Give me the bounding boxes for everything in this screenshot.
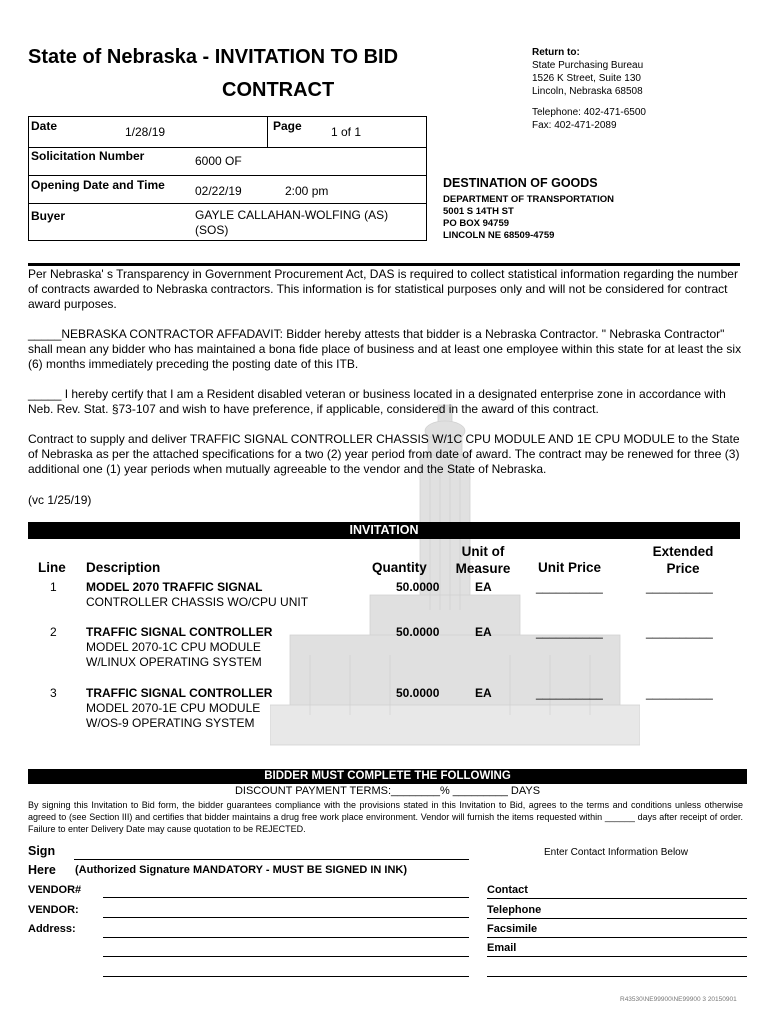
ext-header-line2: Price (666, 561, 700, 576)
transparency-paragraph: Per Nebraska' s Transparency in Government Procurement Act, DAS is required to collect statistical information regarding the number of contracts awarded to Nebraska contractors. This information is for statistical purposes only and will not be considered for contract award purposes. (28, 267, 738, 311)
item-description-detail: W/LINUX OPERATING SYSTEM (86, 655, 262, 669)
col-unit-of-measure-header (455, 543, 511, 577)
item-line-number: 3 (50, 686, 57, 700)
facsimile-label: Facsimile (487, 923, 538, 935)
ext-header-line1: Extended (652, 544, 714, 559)
page-label: Page (273, 119, 302, 133)
col-unit-price-header: Unit Price (538, 560, 602, 575)
destination-line: DEPARTMENT OF TRANSPORTATION (443, 194, 614, 205)
col-quantity-header: Quantity (372, 560, 427, 575)
return-label: Return to: (532, 47, 580, 58)
item-uom: EA (475, 625, 492, 639)
destination-of-goods (443, 176, 614, 242)
contact-info-note: Enter Contact Information Below (544, 847, 688, 858)
signature-line[interactable] (74, 859, 469, 860)
solicitation-label: Solicitation Number (31, 149, 145, 163)
email-field[interactable] (487, 956, 747, 957)
item-quantity: 50.0000 (396, 580, 440, 594)
bidder-agreement-text: By signing this Invitation to Bid form, the bidder guarantees compliance with the provisions stated in this Invitation to Bid, agrees to the terms and conditions unless otherwise agreed to (see Section III) and certifies that bidder maintains a drug free work place environment. Vendor will furnish the items requested within ______ days after receipt of order. Failure to enter Delivery Date may cause quotation to be REJECTED. (28, 800, 743, 834)
item-description-detail: W/OS-9 OPERATING SYSTEM (86, 716, 255, 730)
facsimile-field[interactable] (487, 937, 747, 938)
item-description-title: TRAFFIC SIGNAL CONTROLLER (86, 625, 273, 639)
date-label: Date (31, 119, 58, 133)
item-description-title: MODEL 2070 TRAFFIC SIGNAL (86, 580, 263, 594)
extended-price-field[interactable]: __________ (646, 580, 713, 594)
telephone-field[interactable] (487, 918, 747, 919)
bidder-must-complete-bar: BIDDER MUST COMPLETE THE FOLLOWING (28, 769, 747, 784)
buyer-name: GAYLE CALLAHAN-WOLFING (AS) (195, 208, 389, 222)
extended-price-field[interactable]: __________ (646, 625, 713, 639)
unit-price-field[interactable]: __________ (536, 580, 603, 594)
col-extended-price-header (645, 543, 721, 577)
destination-line: PO BOX 94759 (443, 218, 510, 229)
col-description-header: Description (86, 560, 161, 575)
unit-header-line1: Unit of (461, 544, 505, 559)
email-field-2[interactable] (487, 976, 747, 977)
date-value: 1/28/19 (125, 125, 166, 139)
item-description-title: TRAFFIC SIGNAL CONTROLLER (86, 686, 273, 700)
telephone-number: Telephone: 402-471-6500 (532, 107, 646, 118)
unit-header-line2: Measure (455, 561, 511, 576)
email-label: Email (487, 942, 517, 954)
vendor-label: VENDOR: (28, 904, 79, 916)
authorized-signature-note: (Authorized Signature MANDATORY - MUST BE SIGNED IN INK) (75, 864, 408, 876)
address-field-3[interactable] (103, 976, 469, 977)
divider (28, 263, 740, 266)
item-quantity: 50.0000 (396, 625, 440, 639)
solicitation-value: 6000 OF (195, 154, 242, 168)
item-description-detail: CONTROLLER CHASSIS WO/CPU UNIT (86, 595, 309, 609)
form-code: R43530\NE99900\NE99900 3 20150901 (620, 996, 737, 1003)
unit-price-field[interactable]: __________ (536, 686, 603, 700)
col-line-header: Line (38, 560, 66, 575)
item-quantity: 50.0000 (396, 686, 440, 700)
contact-numbers (532, 106, 646, 132)
vendor-number-label: VENDOR# (28, 884, 82, 896)
form-title: State of Nebraska - INVITATION TO BID (28, 46, 399, 68)
veteran-paragraph: _____ I hereby certify that I am a Resident disabled veteran or business located in a designated enterprise zone in accordance with Neb. Rev. Stat. §73-107 and wish to have preference, if applicable, considered in the award of this contract. (28, 387, 726, 416)
buyer-label: Buyer (31, 209, 66, 223)
contract-paragraph: Contract to supply and deliver TRAFFIC SIGNAL CONTROLLER CHASSIS W/1C CPU MODULE AND 1E CPU MODULE to the State of Nebraska as per the attached specifications for a two (2) year period from date of award. The contract may be renewed for three (3) additional one (1) year periods when mutually agreeable to the vendor and the State of Nebraska. (28, 432, 740, 476)
item-description-detail: MODEL 2070-1E CPU MODULE (86, 701, 261, 715)
buyer-code: (SOS) (195, 223, 229, 237)
contact-field[interactable] (487, 898, 747, 899)
solicitation-info-box (28, 116, 427, 241)
address-field-2[interactable] (103, 956, 469, 957)
contact-label: Contact (487, 884, 528, 896)
affidavit-paragraph: _____NEBRASKA CONTRACTOR AFFADAVIT: Bidder hereby attests that bidder is a Nebraska Contractor. " Nebraska Contractor" shall mean any bidder who has maintained a bona fide place of business and at least one employee within this state for at least the six (6) months immediately preceding the posting date of this ITB. (28, 327, 742, 371)
opening-date: 02/22/19 (195, 184, 242, 198)
opening-label: Opening Date and Time (31, 178, 165, 192)
return-address (532, 46, 643, 98)
item-uom: EA (475, 686, 492, 700)
item-line-number: 1 (50, 580, 57, 594)
sign-label: Sign (28, 844, 56, 858)
item-description-detail: MODEL 2070-1C CPU MODULE (86, 640, 261, 654)
destination-heading: DESTINATION OF GOODS (443, 176, 598, 190)
destination-line: LINCOLN NE 68509-4759 (443, 230, 555, 241)
item-uom: EA (475, 580, 492, 594)
telephone-label: Telephone (487, 904, 542, 916)
vendor-number-field[interactable] (103, 897, 469, 898)
unit-price-field[interactable]: __________ (536, 625, 603, 639)
destination-line: 5001 S 14TH ST (443, 206, 514, 217)
form-title-contract: CONTRACT (222, 79, 335, 101)
page-value: 1 of 1 (331, 125, 362, 139)
opening-time: 2:00 pm (285, 184, 329, 198)
here-label: Here (28, 863, 56, 877)
return-line: State Purchasing Bureau (532, 60, 644, 71)
item-line-number: 2 (50, 625, 57, 639)
return-line: Lincoln, Nebraska 68508 (532, 86, 643, 97)
invitation-bar: INVITATION (28, 522, 740, 539)
discount-payment-terms[interactable]: DISCOUNT PAYMENT TERMS:________% _________ DAYS (234, 785, 541, 797)
vendor-field[interactable] (103, 917, 469, 918)
address-label: Address: (28, 923, 76, 935)
return-line: 1526 K Street, Suite 130 (532, 73, 641, 84)
fax-number: Fax: 402-471-2089 (532, 120, 617, 131)
extended-price-field[interactable]: __________ (646, 686, 713, 700)
address-field-1[interactable] (103, 937, 469, 938)
version-note: (vc 1/25/19) (28, 493, 92, 507)
